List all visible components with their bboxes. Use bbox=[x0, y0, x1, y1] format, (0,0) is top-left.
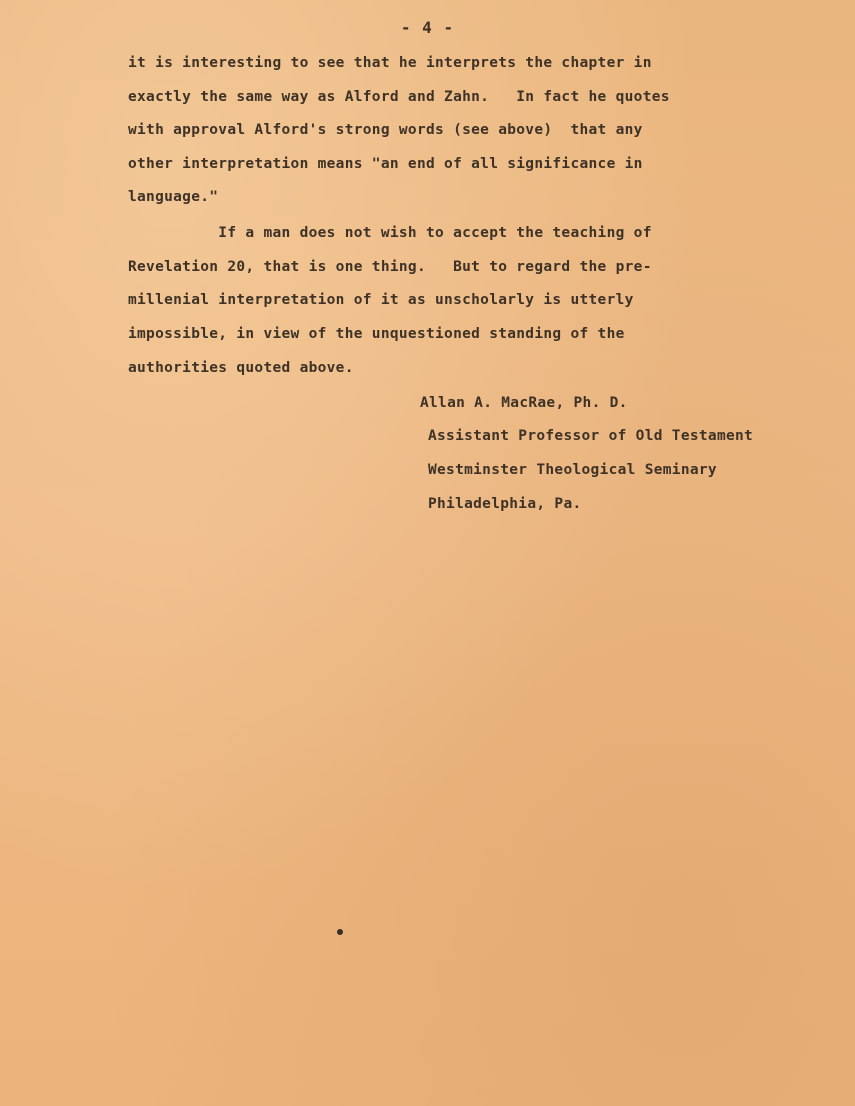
paragraph-1-line-1: it is interesting to see that he interprets the chapter in bbox=[128, 55, 652, 71]
paragraph-2-line-1: If a man does not wish to accept the teaching of bbox=[128, 225, 652, 241]
page-number: - 4 - bbox=[400, 18, 455, 37]
paragraph-1-line-3: with approval Alford's strong words (see above) that any bbox=[128, 122, 643, 138]
paragraph-2-line-3: millenial interpretation of it as unscholarly is utterly bbox=[128, 292, 634, 308]
paragraph-1-line-4: other interpretation means "an end of all significance in bbox=[128, 156, 643, 172]
paragraph-2-line-2: Revelation 20, that is one thing. But to regard the pre- bbox=[128, 259, 652, 275]
paragraph-2-line-4: impossible, in view of the unquestioned standing of the bbox=[128, 326, 625, 342]
signature-name: Allan A. MacRae, Ph. D. bbox=[420, 395, 628, 411]
paragraph-2-line-5: authorities quoted above. bbox=[128, 360, 354, 376]
paragraph-1-line-5: language." bbox=[128, 189, 219, 205]
ink-speck bbox=[337, 929, 343, 935]
signature-institution: Westminster Theological Seminary bbox=[428, 462, 717, 478]
signature-title: Assistant Professor of Old Testament bbox=[428, 428, 754, 444]
paragraph-1-line-2: exactly the same way as Alford and Zahn. In fact he quotes bbox=[128, 89, 670, 105]
signature-location: Philadelphia, Pa. bbox=[428, 496, 582, 512]
